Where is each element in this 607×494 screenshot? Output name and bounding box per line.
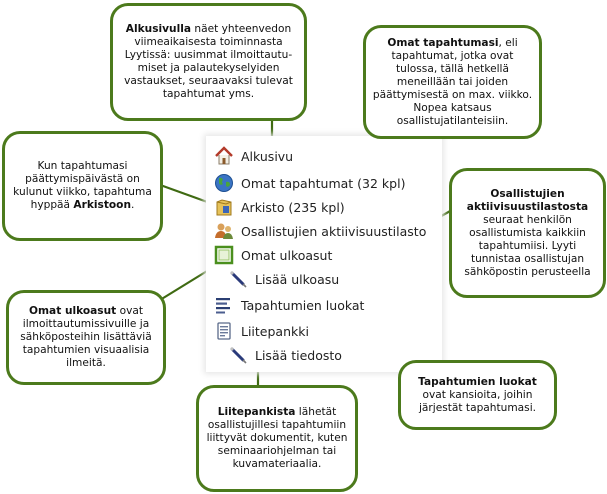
menu-item-tapahtumien-luokat[interactable] xyxy=(214,294,450,316)
connector-ulkoasut xyxy=(160,268,212,300)
menu-item-liitepankki[interactable] xyxy=(214,320,450,342)
callout-text: ovat kansioita, joihin järjestät tapahtumasi. xyxy=(418,388,537,414)
callout-bold: Omat tapahtumasi xyxy=(387,36,499,49)
callout-bold: Omat ulkoasut xyxy=(29,305,117,317)
menu-item-label: Tapahtumien luokat xyxy=(241,297,365,313)
callout-alkusivu xyxy=(110,3,307,121)
callout-text: , eli tapahtumat, jotka ovat tulossa, tällä hetkellä meneillään tai joiden päättymisestä on max. viikko. Nopea katsaus osallistujatilanteisiin. xyxy=(372,36,533,127)
archive-icon xyxy=(214,197,234,217)
menu-item-label: Omat ulkoasut xyxy=(241,247,333,263)
callout-text: Kun tapahtumasi päättymispäivästä on kulunut viikko, tapahtuma hyppää xyxy=(13,160,152,211)
callout-bold: Alkusivulla xyxy=(125,23,191,35)
callout-liitepankki xyxy=(196,385,358,492)
document-icon xyxy=(214,321,234,341)
menu-item-lisaa-ulkoasu[interactable] xyxy=(228,268,464,290)
pen-icon xyxy=(228,345,248,365)
menu-item-aktiivisuustilasto[interactable] xyxy=(214,220,450,242)
globe-icon xyxy=(214,173,234,193)
menu-item-label: Arkisto (235 kpl) xyxy=(241,199,345,215)
callout-arkisto xyxy=(2,131,163,241)
menu-item-label: Lisää tiedosto xyxy=(255,347,342,363)
callout-bold: Tapahtumien luokat xyxy=(418,375,537,388)
menu-item-label: Alkusivu xyxy=(241,148,294,164)
callout-text: ovat ilmoittautumissivuille ja sähköposteihin lisättäviä tapahtumien visuaalisia ilmeitä. xyxy=(20,305,152,369)
callout-bold: Liitepankista xyxy=(217,406,296,418)
menu-item-label: Lisää ulkoasu xyxy=(255,271,340,287)
menu-item-label: Osallistujien aktiivisuustilasto xyxy=(241,223,427,239)
navigation-menu xyxy=(206,136,442,372)
list-icon xyxy=(214,295,234,315)
callout-ulkoasut xyxy=(6,290,166,385)
callout-text: lähetät osallistujillesi tapahtumiin liittyvät dokumentit, kuten seminaariohjelman tai kuvamateriaalia. xyxy=(206,406,348,470)
callout-text: seuraat henkilön osallistumista kaikkiin tapahtumiisi. Lyyti tunnistaa osallistujan sähköpostin perusteella xyxy=(464,213,591,278)
callout-omat-tapahtumat xyxy=(363,25,542,139)
menu-item-label: Omat tapahtumat (32 kpl) xyxy=(241,175,406,191)
menu-item-omat-tapahtumat[interactable] xyxy=(214,172,450,194)
callout-luokat xyxy=(398,360,557,430)
callout-text: . xyxy=(131,199,135,211)
callout-text: näet yhteenvedon viimeaikaisesta toiminnasta Lyytissä: uusimmat ilmoittautumiset ja palautekyselyiden vastaukset, seuraavaksi tulevat tapahtumat yms. xyxy=(124,23,293,100)
callout-bold: Arkistoon xyxy=(73,199,131,211)
menu-item-arkisto[interactable] xyxy=(214,196,450,218)
pen-icon xyxy=(228,269,248,289)
menu-item-alkusivu[interactable] xyxy=(214,145,450,167)
layout-frame-icon xyxy=(214,245,234,265)
home-icon xyxy=(214,146,234,166)
menu-item-label: Liitepankki xyxy=(241,323,309,339)
callout-bold: Osallistujien aktiivisuustilastosta xyxy=(466,187,589,213)
callout-aktiivisuus xyxy=(449,168,606,298)
users-icon xyxy=(214,221,234,241)
menu-item-omat-ulkoasut[interactable] xyxy=(214,244,450,266)
